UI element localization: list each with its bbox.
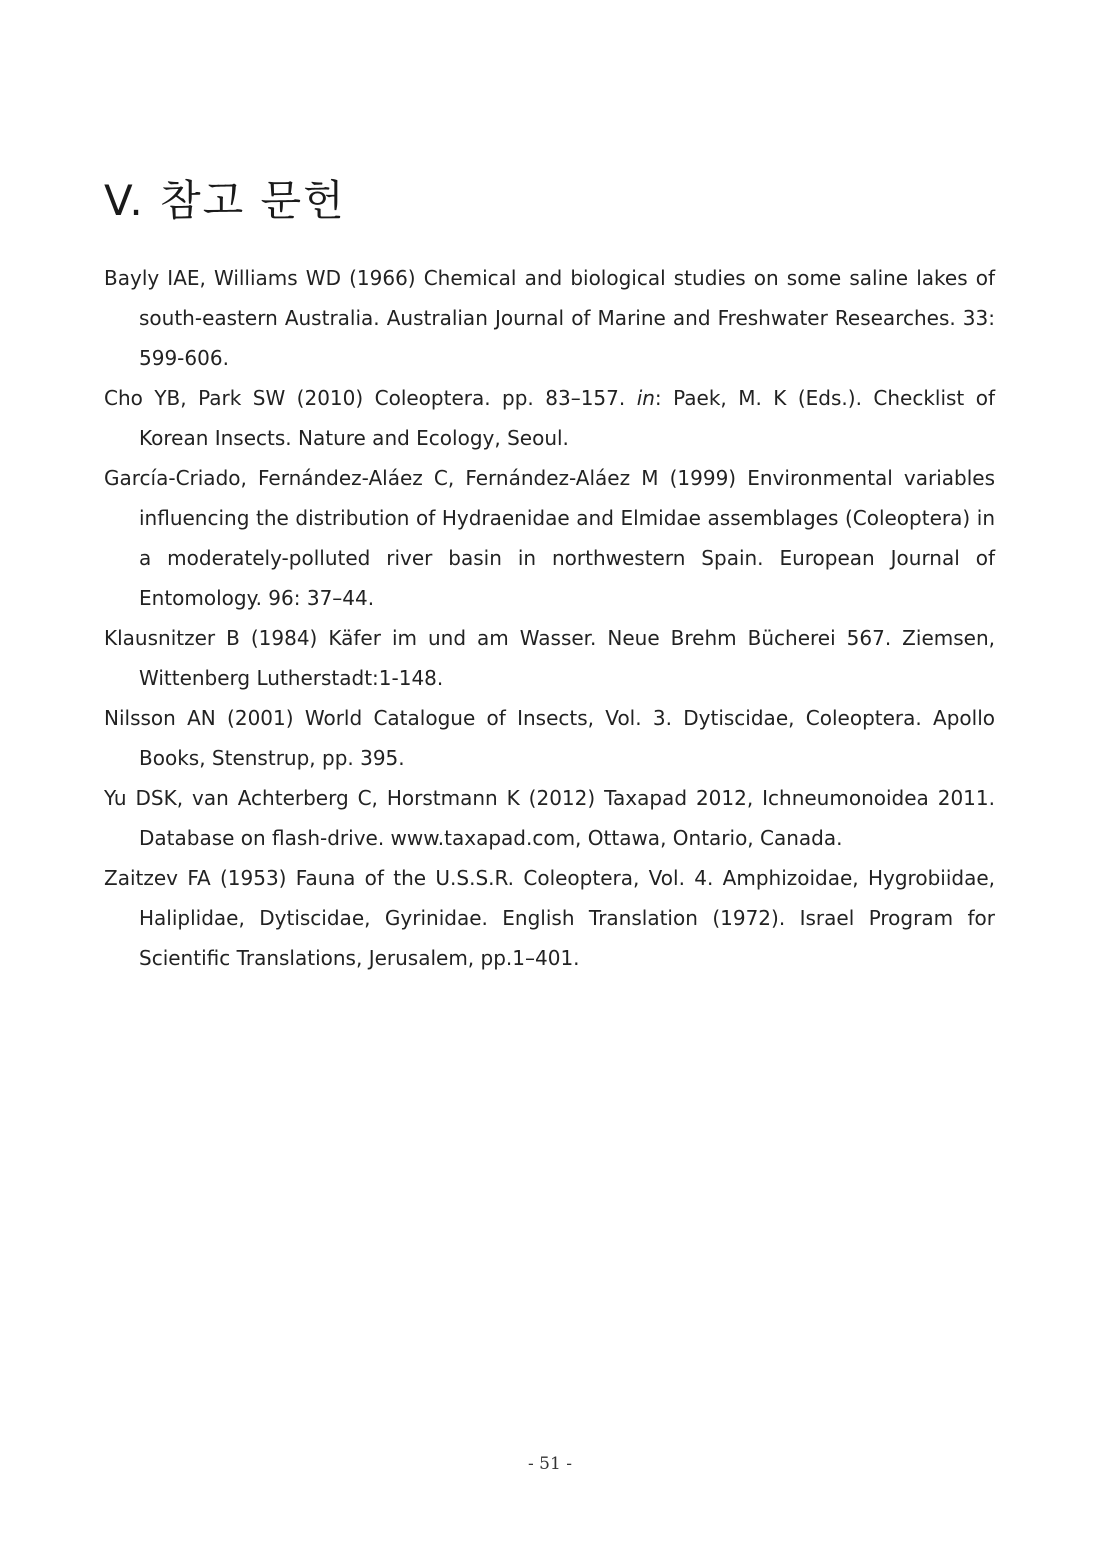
reference-item: Nilsson AN (2001) World Catalogue of Insects, Vol. 3. Dytiscidae, Coleoptera. Apollo Books, Stenstrup, pp. 395. bbox=[104, 706, 995, 770]
reference-item: Zaitzev FA (1953) Fauna of the U.S.S.R. Coleoptera, Vol. 4. Amphizoidae, Hygrobiidae, Haliplidae, Dytiscidae, Gyrinidae. English Translation (1972). Israel Program for Scientific Translations, Jerusalem, pp.1–401. bbox=[104, 866, 995, 970]
reference-text: Cho YB, Park SW (2010) Coleoptera. pp. 83–157. bbox=[104, 386, 637, 410]
reference-item: Bayly IAE, Williams WD (1966) Chemical and biological studies on some saline lakes of south-eastern Australia. Australian Journal of Marine and Freshwater Researches. 33: 599-606. bbox=[104, 266, 995, 370]
reference-item: Yu DSK, van Achterberg C, Horstmann K (2012) Taxapad 2012, Ichneumonoidea 2011. Database on flash-drive. www.taxapad.com, Ottawa, Ontario, Canada. bbox=[104, 786, 995, 850]
reference-list bbox=[104, 258, 995, 978]
reference-item: Klausnitzer B (1984) Käfer im und am Wasser. Neue Brehm Bücherei 567. Ziemsen, Wittenberg Lutherstadt:1-148. bbox=[104, 626, 995, 690]
reference-italic-in: in bbox=[636, 386, 655, 410]
page-number: - 51 - bbox=[528, 1454, 572, 1474]
page-title: V. 참고 문헌 bbox=[104, 176, 346, 225]
reference-item bbox=[104, 378, 995, 458]
reference-item: García-Criado, Fernández-Aláez C, Fernández-Aláez M (1999) Environmental variables influencing the distribution of Hydraenidae and Elmidae assemblages (Coleoptera) in a moderately-polluted river basin in northwestern Spain. European Journal of Entomology. 96: 37–44. bbox=[104, 466, 995, 610]
reference-text: : Paek, M. K (Eds.). Checklist of Korean Insects. Nature and Ecology, Seoul. bbox=[139, 386, 995, 450]
